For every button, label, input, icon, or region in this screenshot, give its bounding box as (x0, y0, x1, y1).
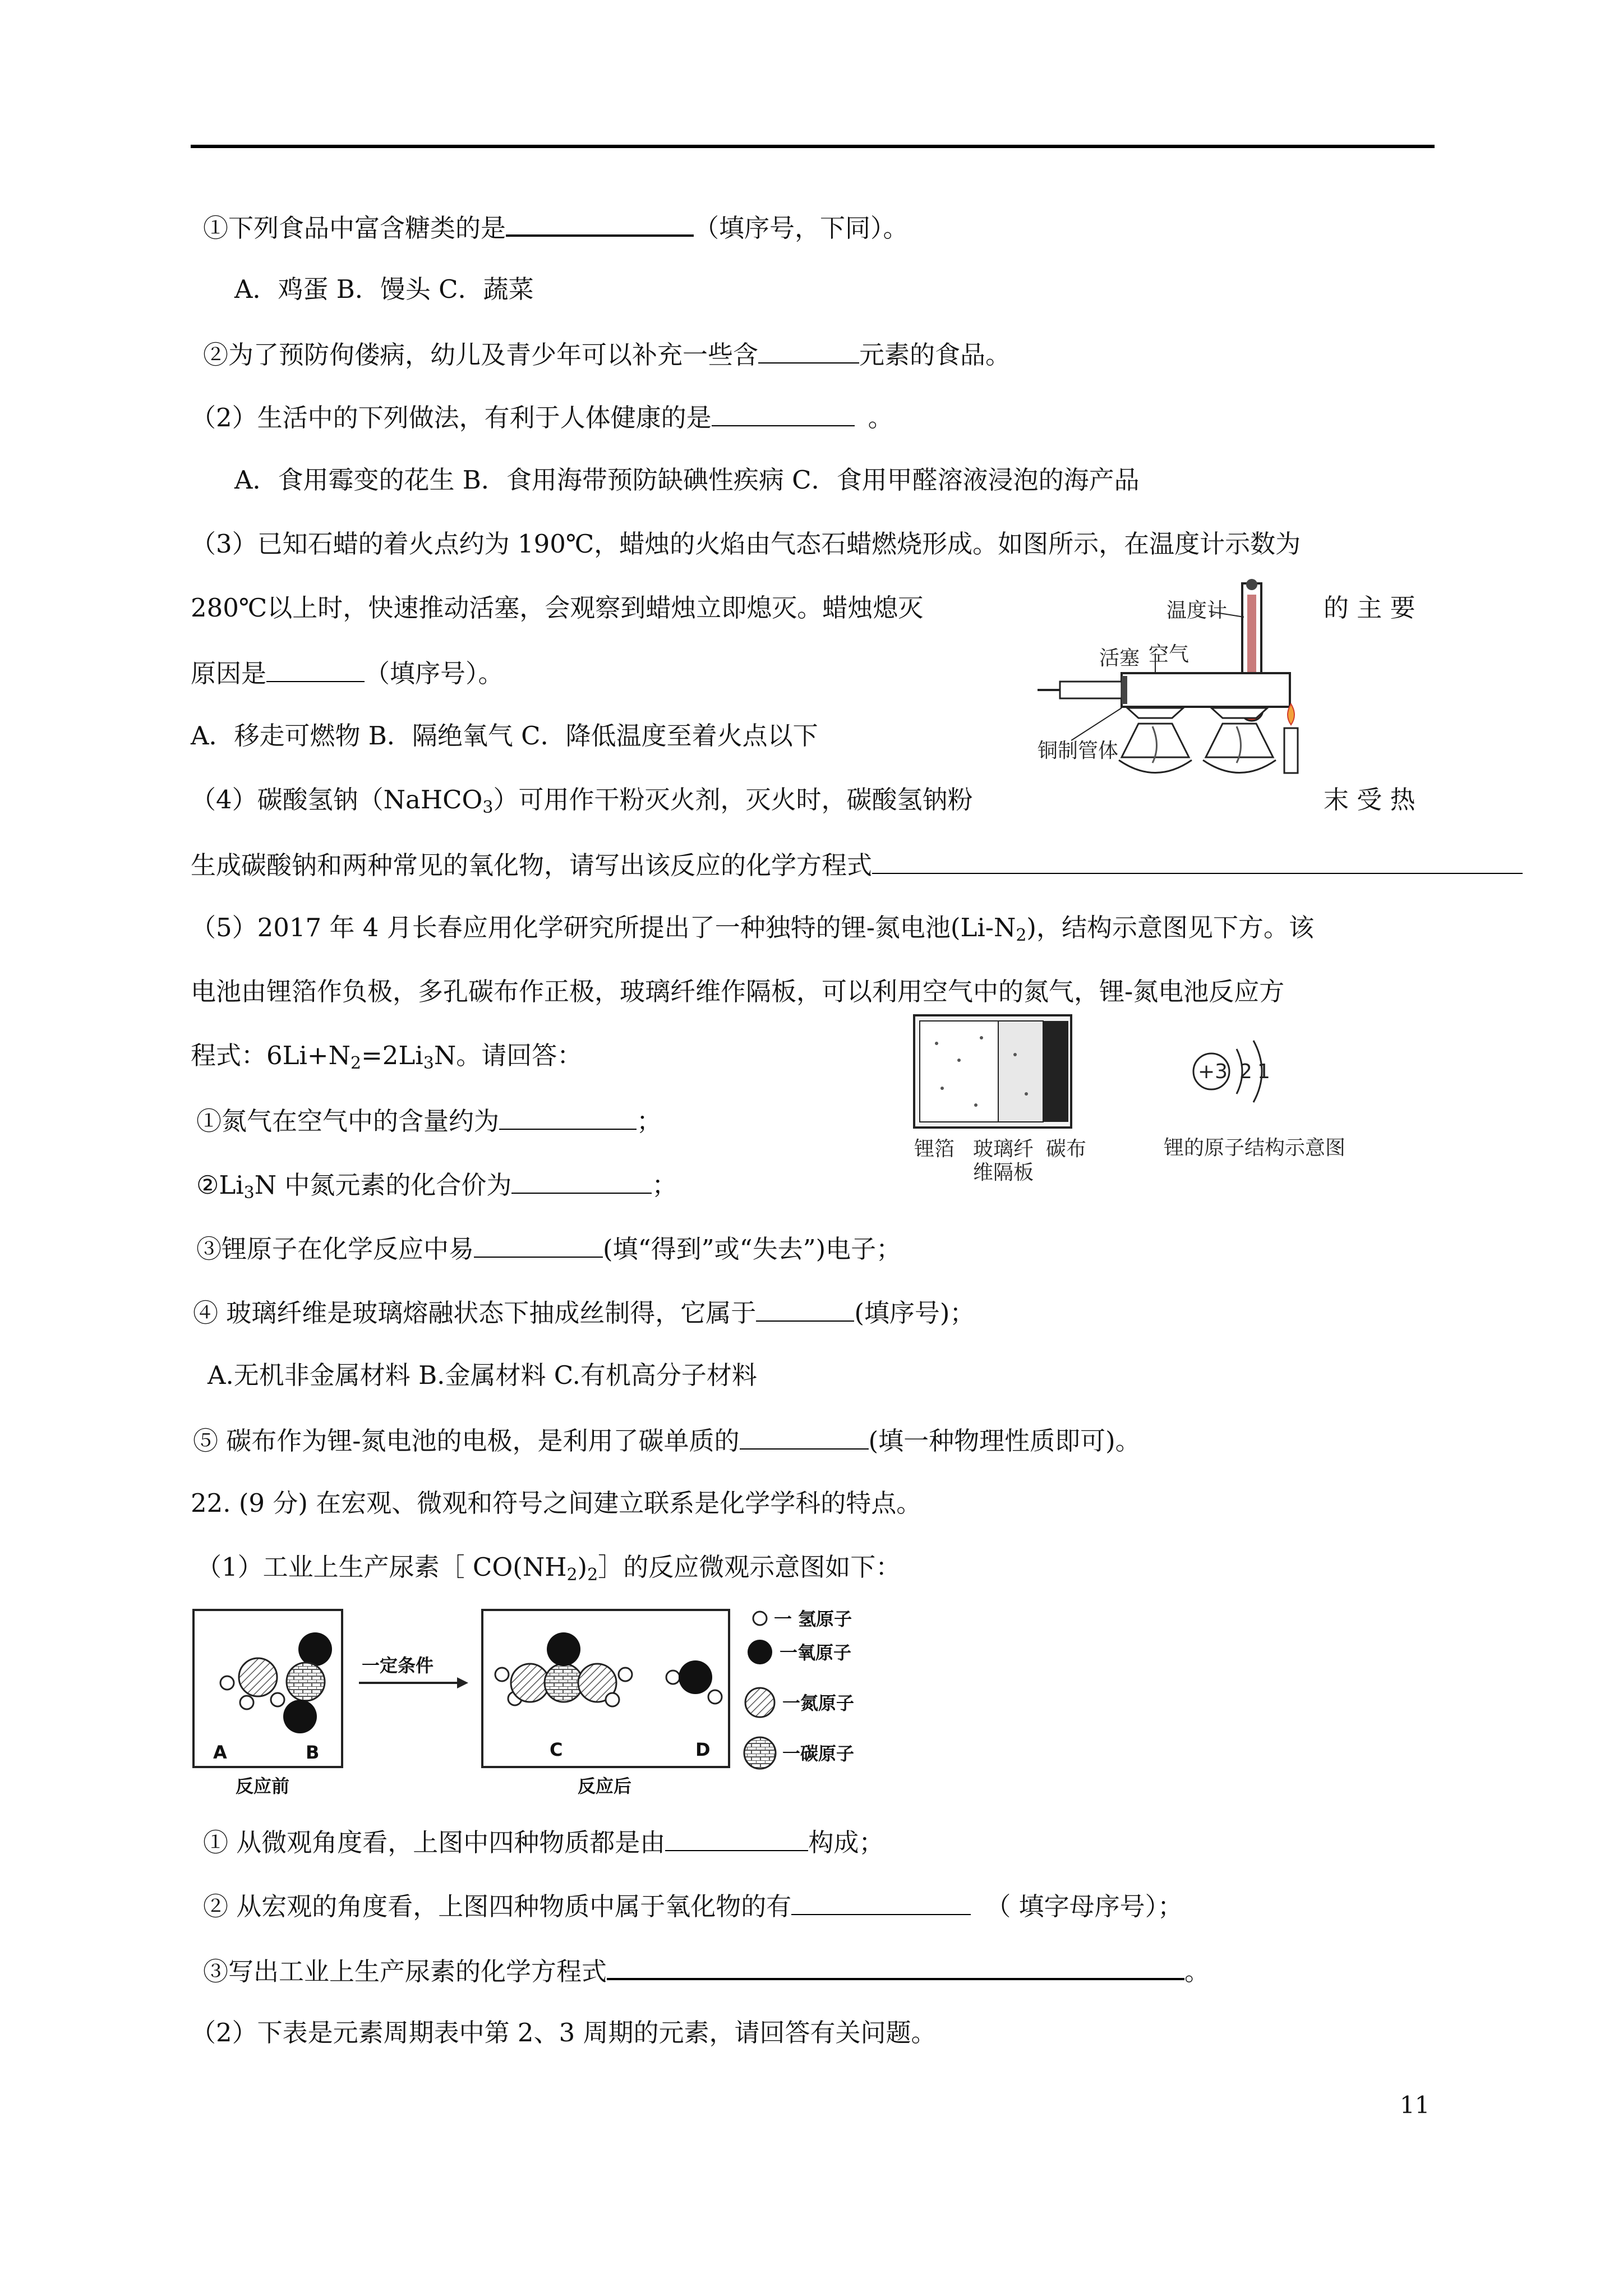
answer-blank[interactable] (665, 1824, 808, 1851)
carbon-atom-icon (744, 1737, 776, 1769)
shell-2-label: 1 (1257, 1060, 1270, 1083)
q-battery-line-2: 电池由锂箔作负极，多孔碳布作正极，玻璃纤维作隔板，可以利用空气中的氮气，锂-氮电池反应方 (191, 977, 1285, 1006)
answer-blank[interactable] (756, 1295, 854, 1322)
q-health-options: A．食用霉变的花生 B．食用海带预防缺碘性疾病 C．食用甲醛溶液浸泡的海产品 (234, 465, 1140, 495)
answer-blank[interactable] (607, 1952, 1184, 1980)
q-battery-sub5: ⑤ 碳布作为锂-氮电池的电极，是利用了碳单质的 (填一种物理性质即可)。 (193, 1423, 1141, 1458)
urea-reaction-figure (191, 1599, 931, 1806)
q-candle-line: （3）已知石蜡的着火点约为 190℃，蜡烛的火焰由气态石蜡燃烧形成。如图所示，在温度计示数为 (191, 529, 1301, 559)
label-d: D (695, 1739, 711, 1760)
answer-blank[interactable] (758, 337, 859, 364)
label-b: B (306, 1742, 320, 1763)
q22-sub1-c: ③写出工业上生产尿素的化学方程式 。 (203, 1952, 1210, 1989)
q-candle-line-3: 原因是 （填序号）。 (191, 655, 504, 691)
q22-sub1-a: ① 从微观角度看，上图中四种物质都是由 构成； (203, 1824, 884, 1860)
header-rule (191, 145, 1435, 148)
answer-blank[interactable] (872, 847, 1523, 874)
q-battery-line: （5）2017 年 4 月长春应用化学研究所提出了一种独特的锂-氮电池$(Li-N_2)$，结构示意图见下方。该 (191, 913, 1314, 945)
q-battery-sub3: ③锂原子在化学反应中易 (填“得到”或“失去”)电子； (196, 1231, 901, 1266)
q1-note: （填序号，下同）。 (694, 213, 909, 243)
q-health-line: （2）生活中的下列做法，有利于人体健康的是 。 (191, 399, 893, 435)
exam-page: ①下列食品中富含糖类的是 （填序号，下同）。 A．鸡蛋 B．馒头 C．蔬菜 ②为了预防佝偻病，幼儿及青少年可以补充一些含 元素的食品。 （2）生活中的下列做法，有利于人体健康的是 。 A．食用霉变的花生 B．食用海带预防缺碘性疾病 C．食用甲醛溶液浸泡的海产品 （3）已知石蜡的着火点约为 190℃，蜡烛的火焰由气态石蜡燃烧形成。如图所示，在温度计示数为 280℃以上时，快速推动活塞，会观察到蜡烛立即熄灭。蜡烛熄灭 的 主 要 原因是 （填序号）。 A．移走可燃物 B．隔绝氧气 C．降低温度至着火点以下 （4）碳酸氢钠（NaHCO$_3$）可用作干粉灭火剂，灭火时，碳酸氢钠粉 末 受 热 生成碳酸钠和两种常见的氧化物，请写出该反应的化学方程式 （5）2017 年 4 月长春应用化学研究所提出了一种独特的锂-氮电池$(Li-N_2)$，结构示意图见下方。该 电池由锂箔作负极，多孔碳布作正极，玻璃纤维作隔板，可以利用空气中的氮气，锂-氮电池反应方 程式：$6Li+N_2=2Li_3N$。请回答： ①氮气在空气中的含量约为 ； $②Li_3N$ 中氮元素的化合价为 ； ③锂原子在化学反应中易 (填“得到”或“失去”)电子； ④ 玻璃纤维是玻璃熔融状态下抽成丝制得，它属于 (填序号)； A.无机非金属材料 B.金属材料 C.有机高分子材料 ⑤ 碳布作为锂-氮电池的电极，是利用了碳单质的 (填一种物理性质即可)。 22. (9 分) 在宏观、微观和符号之间建立联系是化学学科的特点。 （1）工业上生产尿素［ $CO(NH_2)_2]$的反应微观示意图如下： ① 从微观角度看，上图中四种物质都是由 构成； ② 从宏观的角度看，上图四种物质中属于氧化物的有 （ 填字母序号）； ③写出工业上生产尿素的化学方程式 。 （2）下表是元素周期表中第 2、3 周期的元素，请回答有关问题。 温度计 活塞 空气 铜制管体 锂箔 玻璃纤 维隔板 碳布 +3 2 1 锂的原子结构示意图 A B 反应前 一定条件 C D 反应后 一 氢原子 一氧原子 一氮原子 一碳原子 11 (0, 0, 1623, 2296)
thermometer-label: 温度计 (1166, 599, 1228, 622)
battery-structure-icon (914, 1015, 1071, 1128)
q1-options: A．鸡蛋 B．馒头 C．蔬菜 (234, 274, 534, 304)
atom-caption: 锂的原子结构示意图 (1164, 1137, 1346, 1159)
nitrogen-atom-icon (745, 1688, 774, 1717)
q-battery-sub1: ①氮气在空气中的含量约为 ； (196, 1103, 662, 1138)
answer-blank[interactable] (511, 1167, 652, 1194)
answer-blank[interactable] (740, 1423, 869, 1450)
q22-sub1-b: ② 从宏观的角度看，上图四种物质中属于氧化物的有 （ 填字母序号）； (203, 1888, 1183, 1924)
q1-text: ①下列食品中富含糖类的是 (203, 213, 506, 243)
condition-label: 一定条件 (362, 1655, 434, 1676)
q2-line: ②为了预防佝偻病，幼儿及青少年可以补充一些含 元素的食品。 (203, 337, 1011, 372)
air-label: 空气 (1149, 643, 1189, 666)
q22-sub1: （1）工业上生产尿素［ $CO(NH_2)_2]$的反应微观示意图如下： (196, 1552, 901, 1585)
candle-apparatus-figure (1038, 578, 1447, 785)
q-candle-line-2: 280℃以上时，快速推动活塞，会观察到蜡烛立即熄灭。蜡烛熄灭 (191, 593, 924, 623)
q1-line (203, 209, 909, 245)
label-c: C (550, 1739, 563, 1760)
nucleus-label: +3 (1198, 1060, 1228, 1083)
carbon-cloth-label: 碳布 (1046, 1138, 1087, 1161)
answer-blank[interactable] (712, 399, 855, 426)
burner-icon (1119, 708, 1276, 773)
hydrogen-atom-icon (753, 1612, 767, 1625)
page-number: 11 (1400, 2091, 1430, 2119)
answer-blank[interactable] (499, 1103, 637, 1130)
answer-blank[interactable] (791, 1888, 971, 1915)
after-label: 反应后 (578, 1775, 632, 1797)
atom-legend (744, 1608, 854, 1769)
tube-label: 铜制管体 (1038, 739, 1119, 762)
q-nahco3-line-2: 生成碳酸钠和两种常见的氧化物，请写出该反应的化学方程式 (191, 847, 1523, 882)
before-label: 反应前 (236, 1775, 290, 1797)
q22-title: 22. (9 分) 在宏观、微观和符号之间建立联系是化学学科的特点。 (191, 1488, 922, 1518)
candle-icon (1284, 704, 1298, 773)
legend-hydrogen: 一 氢原子 (774, 1608, 852, 1630)
q-battery-sub4: ④ 玻璃纤维是玻璃熔融状态下抽成丝制得，它属于 (填序号)； (193, 1295, 975, 1330)
glass-fiber-label: 玻璃纤 (973, 1138, 1034, 1161)
legend-carbon: 一碳原子 (782, 1743, 855, 1764)
answer-blank[interactable] (266, 655, 365, 682)
q-battery-sub4-options: A.无机非金属材料 B.金属材料 C.有机高分子材料 (208, 1360, 757, 1390)
q-candle-options: A．移走可燃物 B．隔绝氧气 C．降低温度至着火点以下 (191, 721, 818, 751)
q22-sub2: （2）下表是元素周期表中第 2、3 周期的元素，请回答有关问题。 (191, 2018, 937, 2047)
li-foil-label: 锂箔 (914, 1138, 955, 1161)
oxygen-atom-icon (748, 1640, 772, 1664)
shell-1-label: 2 (1239, 1060, 1252, 1083)
legend-oxygen: 一氧原子 (780, 1642, 852, 1663)
label-a: A (213, 1742, 227, 1763)
piston-label: 活塞 (1099, 647, 1140, 670)
q-battery-equation: 程式：$6Li+N_2=2Li_3N$。请回答： (191, 1041, 583, 1073)
q-nahco3-line: （4）碳酸氢钠（NaHCO$_3$）可用作干粉灭火剂，灭火时，碳酸氢钠粉 (191, 785, 973, 817)
lithium-battery-figure (909, 1010, 1391, 1195)
q-battery-sub2: $②Li_3N$ 中氮元素的化合价为 ； (196, 1167, 677, 1210)
answer-blank[interactable] (474, 1231, 603, 1258)
glass-fiber-label-2: 维隔板 (973, 1161, 1034, 1184)
answer-blank[interactable] (506, 209, 694, 237)
legend-nitrogen: 一氮原子 (782, 1692, 855, 1714)
